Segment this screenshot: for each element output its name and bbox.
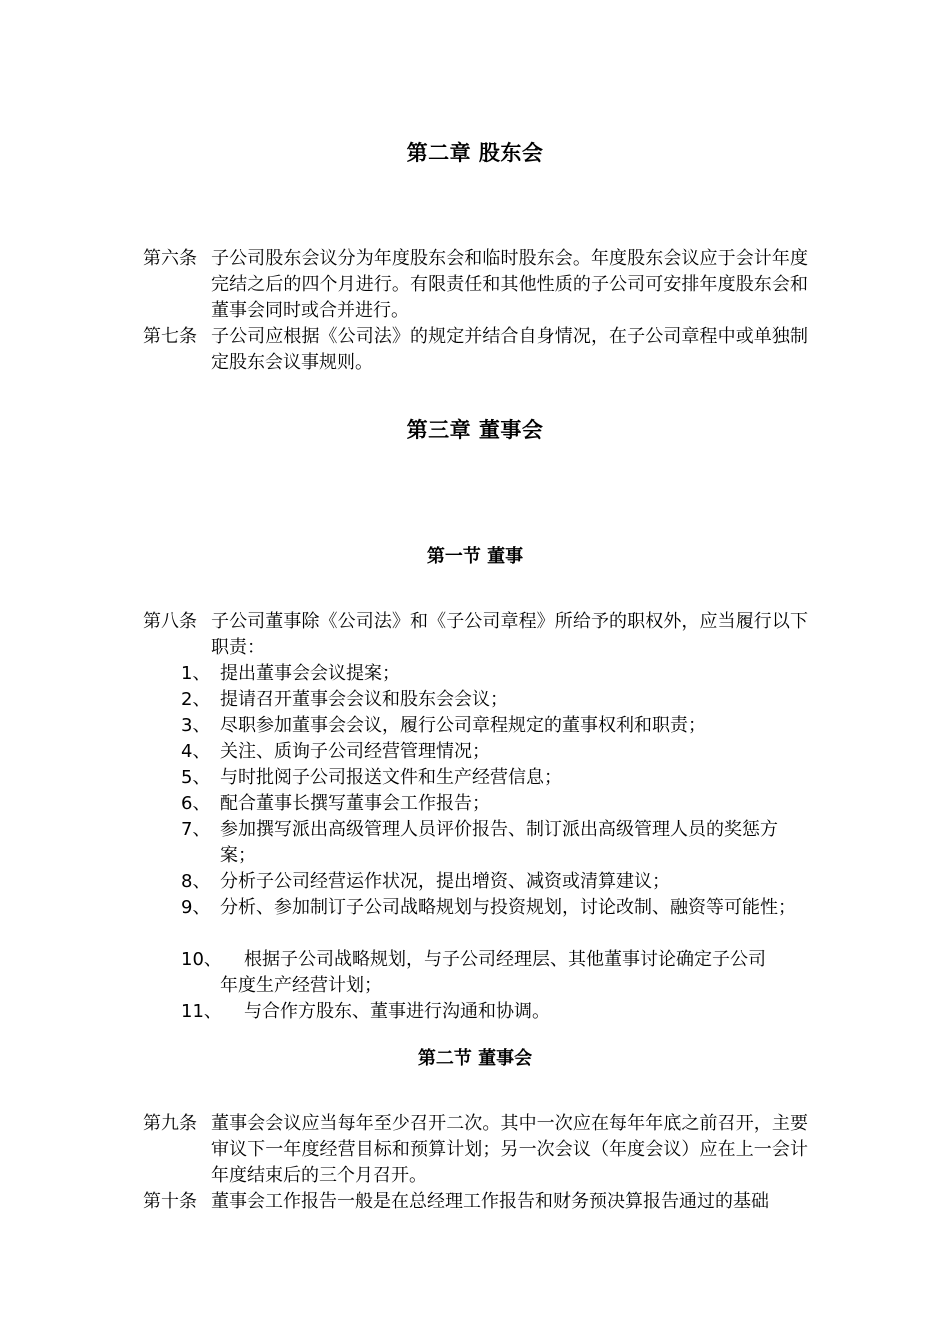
duty-item-number: 7、 [181, 819, 211, 840]
duty-item-number: 8、 [181, 871, 211, 892]
duty-item-text-line-2: 年度生产经营计划； [220, 975, 382, 996]
duty-item-number: 3、 [181, 715, 211, 736]
duty-item-number: 2、 [181, 689, 211, 710]
article-8 [143, 609, 808, 661]
section-1-title: 第一节 董事 [426, 546, 524, 567]
duty-item-3 [181, 713, 808, 739]
duty-item-2 [181, 687, 808, 713]
duty-item-text: 配合董事长撰写董事会工作报告； [220, 793, 490, 814]
duty-item-8 [181, 869, 808, 895]
duty-item-4 [181, 739, 808, 765]
chapter-2-title: 第二章 股东会 [406, 141, 544, 165]
article-7 [143, 324, 808, 376]
article-6-label: 第六条 [143, 248, 197, 269]
duty-item-number: 6、 [181, 793, 211, 814]
duty-item-number: 9、 [181, 897, 211, 918]
duty-item-10 [181, 947, 808, 999]
duty-item-text-line-1: 根据子公司战略规划，与子公司经理层、其他董事讨论确定子公司 [244, 949, 766, 970]
article-9-label: 第九条 [143, 1113, 197, 1134]
article-8-text: 子公司董事除《公司法》和《子公司章程》所给予的职权外，应当履行以下职责： [211, 611, 808, 658]
duty-item-text: 关注、质询子公司经营管理情况； [220, 741, 490, 762]
duty-item-text: 尽职参加董事会会议，履行公司章程规定的董事权利和职责； [220, 715, 706, 736]
article-9-text: 董事会会议应当每年至少召开二次。其中一次应在每年年底之前召开，主要审议下一年度经营目标和预算计划；另一次会议（年度会议）应在上一会计年度结束后的三个月召开。 [211, 1113, 808, 1186]
duty-item-text: 提请召开董事会会议和股东会会议； [220, 689, 508, 710]
duty-item-number: 11、 [181, 1001, 222, 1022]
chapter-3-title: 第三章 董事会 [406, 418, 544, 442]
article-7-label: 第七条 [143, 326, 197, 347]
duty-item-9 [181, 895, 808, 921]
section-2-title: 第二节 董事会 [417, 1048, 533, 1069]
duty-item-11 [181, 999, 808, 1025]
duty-item-text: 与时批阅子公司报送文件和生产经营信息； [220, 767, 562, 788]
duty-item-number: 4、 [181, 741, 211, 762]
duty-item-6 [181, 791, 808, 817]
duty-item-text: 参加撰写派出高级管理人员评价报告、制订派出高级管理人员的奖惩方案； [220, 819, 778, 866]
article-10-text: 董事会工作报告一般是在总经理工作报告和财务预决算报告通过的基础 [211, 1191, 769, 1212]
duty-item-7 [181, 817, 808, 869]
article-9 [143, 1111, 808, 1189]
duty-item-1 [181, 661, 808, 687]
duty-item-5 [181, 765, 808, 791]
duty-item-text: 提出董事会会议提案； [220, 663, 400, 684]
duty-item-text [220, 947, 808, 999]
article-7-text: 子公司应根据《公司法》的规定并结合自身情况，在子公司章程中或单独制定股东会议事规则。 [211, 326, 808, 373]
article-8-label: 第八条 [143, 611, 197, 632]
duty-item-number: 1、 [181, 663, 211, 684]
duty-item-number: 5、 [181, 767, 211, 788]
article-6 [143, 246, 808, 324]
duty-item-text: 分析子公司经营运作状况，提出增资、减资或清算建议； [220, 871, 670, 892]
duty-item-text: 分析、参加制订子公司战略规划与投资规划，讨论改制、融资等可能性； [220, 897, 796, 918]
article-10-label: 第十条 [143, 1191, 197, 1212]
duty-item-number: 10、 [181, 949, 222, 970]
article-10 [143, 1189, 808, 1215]
duty-item-text: 与合作方股东、董事进行沟通和协调。 [244, 1001, 550, 1022]
article-6-text: 子公司股东会议分为年度股东会和临时股东会。年度股东会议应于会计年度完结之后的四个月进行。有限责任和其他性质的子公司可安排年度股东会和董事会同时或合并进行。 [211, 248, 808, 321]
